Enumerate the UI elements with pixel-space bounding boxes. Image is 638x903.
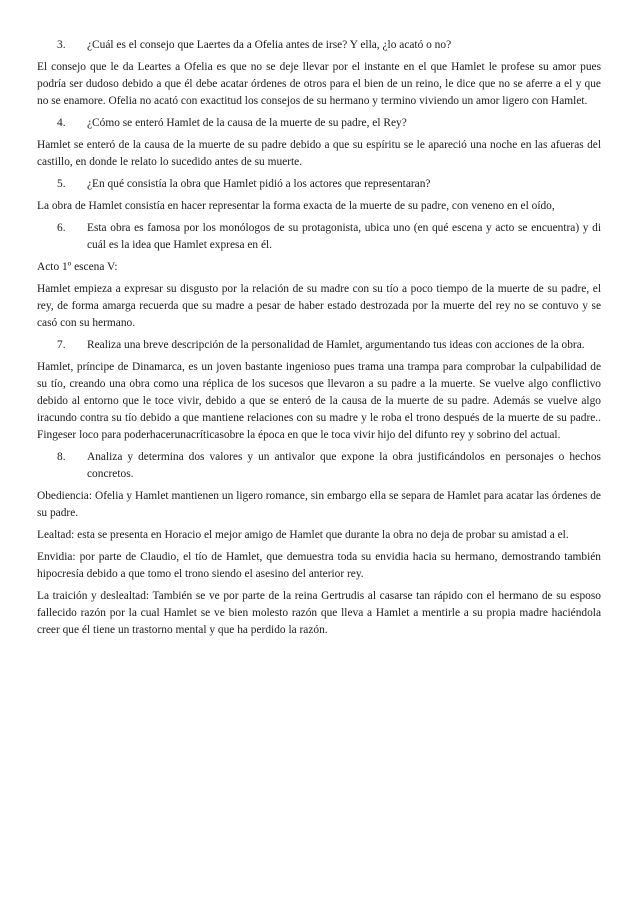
question-text: Realiza una breve descripción de la personalidad de Hamlet, argumentando tus ideas con acciones de la obra. — [87, 339, 585, 351]
answer-6-heading: Acto 1º escena V: — [37, 261, 118, 273]
question-number: 3. — [57, 39, 66, 51]
question-number: 4. — [57, 117, 66, 129]
question-6 — [37, 220, 601, 254]
question-number: 6. — [57, 222, 66, 234]
question-5 — [37, 176, 601, 193]
question-8 — [37, 449, 601, 483]
answer-5: La obra de Hamlet consistía en hacer representar la forma exacta de la muerte de su padre, con veneno en el oído, — [37, 200, 555, 212]
answer-3: El consejo que le da Leartes a Ofelia es que no se deje llevar por el instante en el que Hamlet le profese su amor pues podría ser dudoso debido a que él debe acatar órdenes de otros para el bien de un reino, le dice que no se aferre a el y que no se enamore. Ofelia no acató con exactitud los consejos de su hermano y termino viviendo un amor ligero con Hamlet. — [37, 61, 601, 107]
question-3 — [37, 37, 601, 54]
answer-8-traicion: La traición y deslealtad: También se ve por parte de la reina Gertrudis al casarse tan rápido con el hermano de su esposo fallecido razón por la cual Hamlet se ve bien molesto razón que lleva a Hamlet a mentirle a su propia madre haciéndola creer que él tiene un trastorno mental y que ha perdido la razón. — [37, 590, 601, 636]
answer-6: Hamlet empieza a expresar su disgusto por la relación de su madre con su tío a poco tiempo de la muerte de su padre, el rey, de forma amarga recuerda que su madre a pesar de haber estado destrozada por la muerte del rey no se contuvo y se casó con su hermano. — [37, 283, 601, 329]
question-text: ¿Cómo se enteró Hamlet de la causa de la muerte de su padre, el Rey? — [87, 117, 407, 129]
answer-8-obediencia: Obediencia: Ofelia y Hamlet mantienen un ligero romance, sin embargo ella se separa de Hamlet para acatar las órdenes de su padre. — [37, 490, 601, 519]
question-number: 5. — [57, 178, 66, 190]
answer-4: Hamlet se enteró de la causa de la muerte de su padre debido a que su espíritu se le apareció una noche en las afueras del castillo, en donde le relato lo sucedido antes de su muerte. — [37, 139, 601, 168]
question-text: ¿En qué consistía la obra que Hamlet pidió a los actores que representaran? — [87, 178, 431, 190]
question-number: 7. — [57, 339, 66, 351]
question-text: Analiza y determina dos valores y un antivalor que expone la obra justificándolos en personajes o hechos concretos. — [87, 451, 601, 480]
question-number: 8. — [57, 451, 66, 463]
question-text: Esta obra es famosa por los monólogos de su protagonista, ubica uno (en qué escena y acto se encuentra) y di cuál es la idea que Hamlet expresa en él. — [87, 222, 601, 251]
question-4 — [37, 115, 601, 132]
answer-8-envidia: Envidia: por parte de Claudio, el tío de Hamlet, que demuestra toda su envidia hacia su hermano, demostrando también hipocresía debido a que tomo el trono siendo el asesino del anterior rey. — [37, 551, 601, 580]
document-page — [37, 37, 601, 644]
answer-7: Hamlet, príncipe de Dinamarca, es un joven bastante ingenioso pues trama una trampa para comprobar la culpabilidad de su tío, creando una obra como una réplica de los sucesos que llevaron a su padre a la muerte. Se vuelve algo conflictivo debido al entorno que le toce vivir, debido a que se enteró de la causa de la muerte de su padre. Además se vuelve algo iracundo contra su tío debido a que mantiene relaciones con su madre y le roba el trono después de la muerte de su padre.. Fingeser loco para poderhacerunacríticasobre la época en que le toca vivir hijo del difunto rey y sobrino del actual. — [37, 361, 601, 441]
question-text: ¿Cuál es el consejo que Laertes da a Ofelia antes de irse? Y ella, ¿lo acató o no? — [87, 39, 452, 51]
answer-8-lealtad: Lealtad: esta se presenta en Horacio el mejor amigo de Hamlet que durante la obra no deja de probar su amistad a el. — [37, 529, 569, 541]
question-7 — [37, 337, 601, 354]
